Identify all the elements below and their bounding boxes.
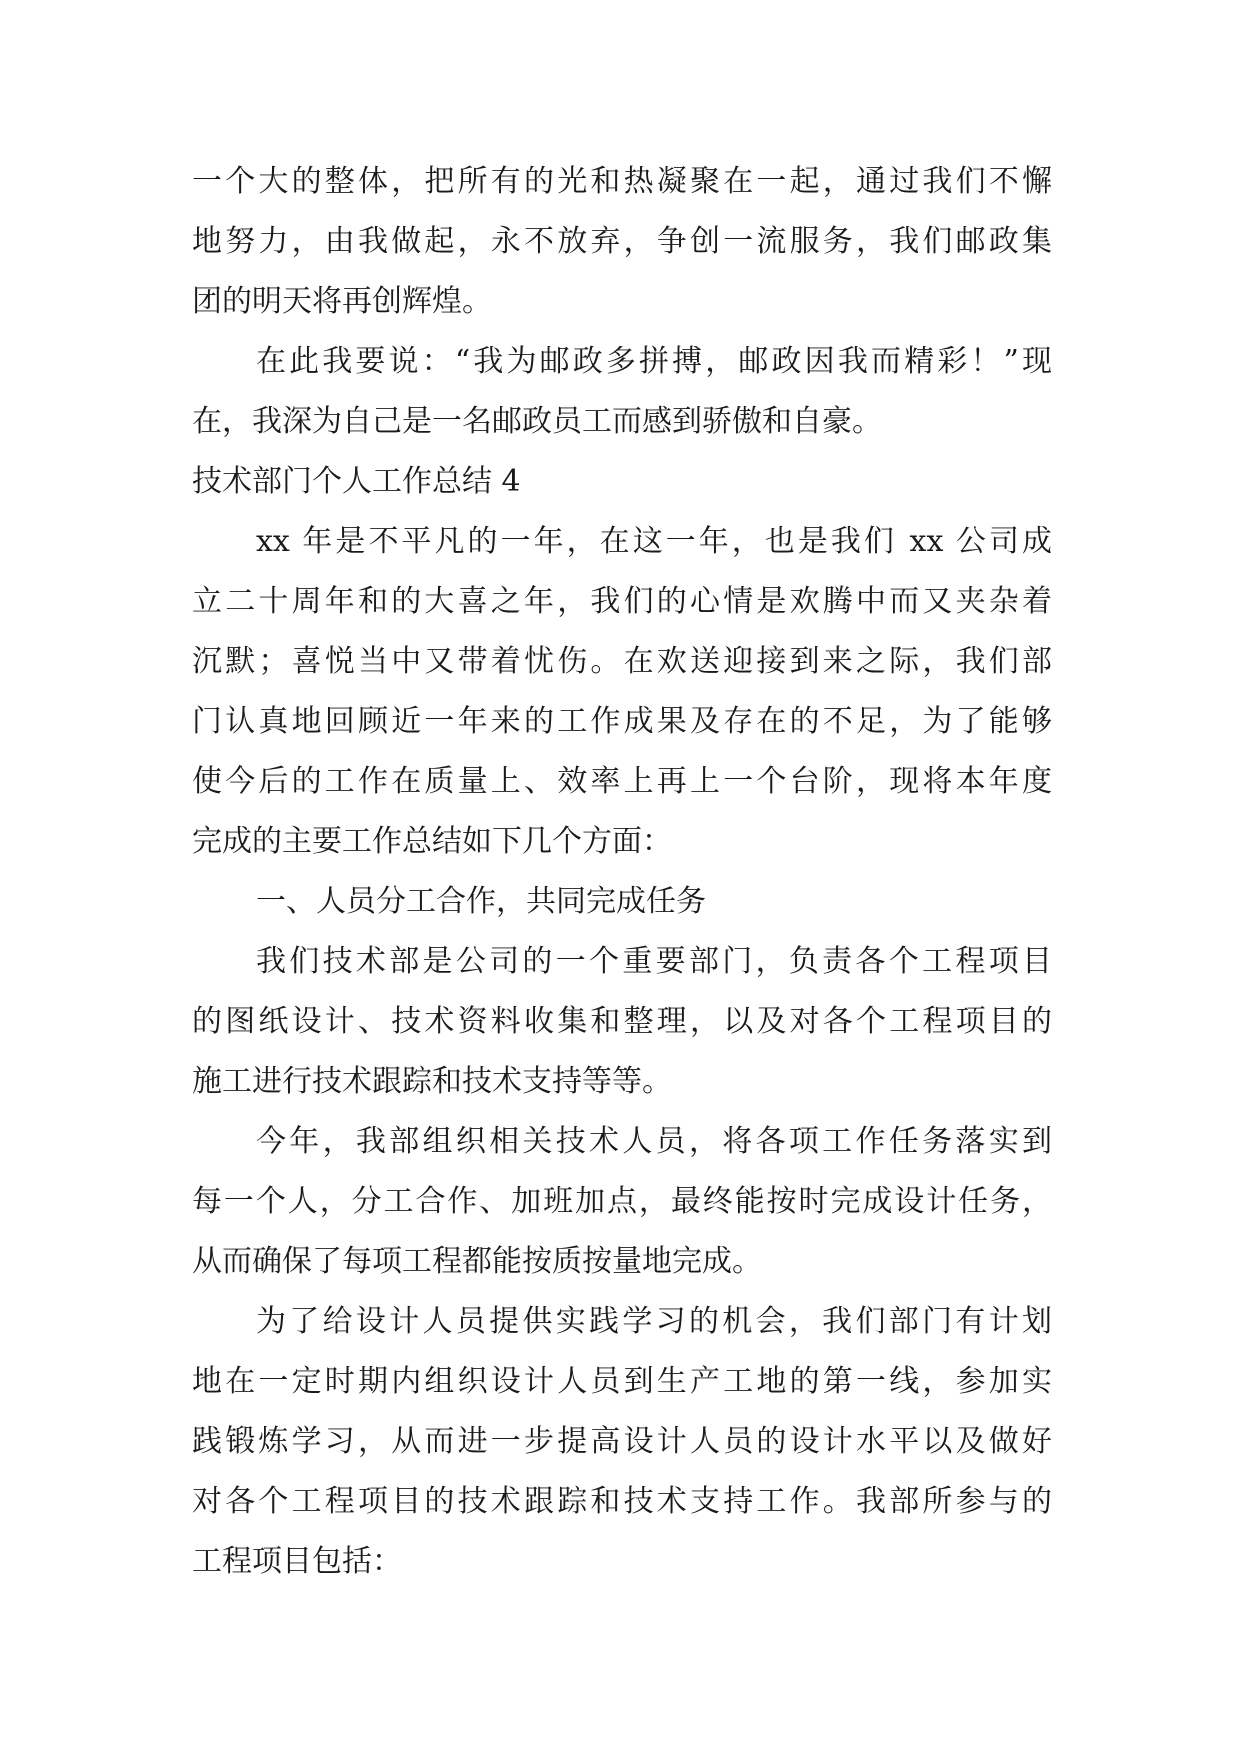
- text-line: 地努力，由我做起，永不放弃，争创一流服务，我们邮政集: [192, 224, 1052, 259]
- text-line: 今年，我部组织相关技术人员，将各项工作任务落实到: [256, 1124, 1052, 1159]
- text-line: 完成的主要工作总结如下几个方面：: [192, 824, 672, 859]
- subheading: 一、人员分工合作，共同完成任务: [256, 884, 706, 919]
- text-line: 从而确保了每项工程都能按质按量地完成。: [192, 1244, 762, 1279]
- text-line: 践锻炼学习，从而进一步提高设计人员的设计水平以及做好: [192, 1424, 1052, 1459]
- text-line: 对各个工程项目的技术跟踪和技术支持工作。我部所参与的: [192, 1484, 1052, 1519]
- text-line: 在此我要说：“我为邮政多拼搏，邮政因我而精彩！”现: [256, 344, 1052, 379]
- text-line: 在，我深为自己是一名邮政员工而感到骄傲和自豪。: [192, 404, 882, 439]
- document-body: [192, 152, 1052, 1592]
- section-heading: 技术部门个人工作总结 4: [192, 464, 521, 499]
- text-line: 工程项目包括：: [192, 1544, 402, 1579]
- text-line: 我们技术部是公司的一个重要部门，负责各个工程项目: [256, 944, 1052, 979]
- text-line: 地在一定时期内组织设计人员到生产工地的第一线，参加实: [192, 1364, 1052, 1399]
- text-line: 沉默；喜悦当中又带着忧伤。在欢送迎接到来之际，我们部: [192, 644, 1052, 679]
- text-line: 施工进行技术跟踪和技术支持等等。: [192, 1064, 672, 1099]
- text-line: 每一个人，分工合作、加班加点，最终能按时完成设计任务，: [192, 1184, 1052, 1219]
- text-line: 的图纸设计、技术资料收集和整理，以及对各个工程项目的: [192, 1004, 1052, 1039]
- text-line: 为了给设计人员提供实践学习的机会，我们部门有计划: [256, 1304, 1052, 1339]
- text-line: 立二十周年和的大喜之年，我们的心情是欢腾中而又夹杂着: [192, 584, 1052, 619]
- text-line: 一个大的整体，把所有的光和热凝聚在一起，通过我们不懈: [192, 164, 1052, 199]
- text-line: 门认真地回顾近一年来的工作成果及存在的不足，为了能够: [192, 704, 1052, 739]
- text-line: 使今后的工作在质量上、效率上再上一个台阶，现将本年度: [192, 764, 1052, 799]
- text-line: xx 年是不平凡的一年，在这一年，也是我们 xx 公司成: [256, 524, 1052, 559]
- text-line: 团的明天将再创辉煌。: [192, 284, 492, 319]
